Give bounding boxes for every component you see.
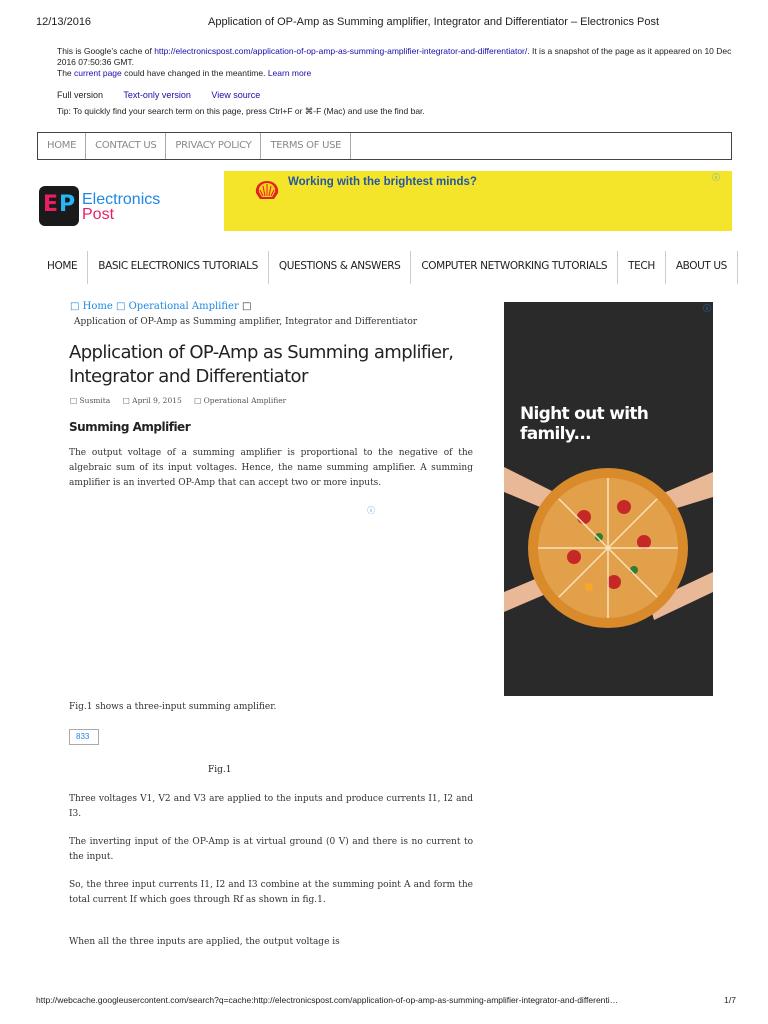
adchoices-icon[interactable]: ⓘ	[712, 173, 720, 182]
pizza-illustration-icon	[504, 302, 713, 696]
sidebar-ad-text: Night out with family...	[520, 404, 649, 444]
post-author[interactable]: □ Susmita	[70, 396, 111, 405]
footer-url: http://webcache.googleusercontent.com/search?q=cache:http://electronicspost.com/application-of-op-amp-as-summing-amplifier-integrator-and-differenti…	[36, 995, 619, 1005]
nav-about[interactable]: ABOUT US	[666, 251, 738, 284]
breadcrumb-current: Application of OP-Amp as Summing amplifier, Integrator and Differentiator	[74, 317, 418, 327]
print-footer	[36, 995, 736, 1005]
topnav-home[interactable]: HOME	[38, 133, 86, 159]
nav-questions[interactable]: QUESTIONS & ANSWERS	[269, 251, 412, 284]
figure-image: 833	[69, 729, 99, 745]
view-source-link[interactable]: View source	[211, 90, 261, 100]
current-page-link[interactable]: current page	[74, 68, 122, 78]
top-nav	[37, 132, 732, 160]
nav-tech[interactable]: TECH	[618, 251, 666, 284]
topnav-contact[interactable]: CONTACT US	[86, 133, 166, 159]
logo-line1: Electronics	[82, 191, 161, 208]
breadcrumb-category[interactable]: □ Operational Amplifier	[115, 301, 239, 312]
cache-text-2: The	[57, 68, 72, 78]
breadcrumb-sep: □	[241, 301, 252, 312]
page-title: Application of OP-Amp as Summing amplifier, Integrator and Differentiator	[69, 342, 454, 387]
cache-notice	[57, 46, 737, 79]
logo-letter-p: P	[59, 192, 76, 217]
print-header	[0, 16, 768, 30]
banner-ad-text: Working with the brightest minds?	[288, 176, 477, 188]
inline-ad-choices-icon[interactable]: ⓘ	[367, 506, 375, 515]
site-logo-text[interactable]	[82, 192, 160, 222]
breadcrumb	[70, 301, 251, 312]
tip-text: Tip: To quickly find your search term on this page, press Ctrl+F or ⌘-F (Mac) and use the find bar.	[57, 106, 425, 116]
topnav-privacy[interactable]: PRIVACY POLICY	[166, 133, 261, 159]
sidebar-adchoices-icon[interactable]: ⓘ	[703, 304, 711, 313]
logo-line2: Post	[82, 206, 115, 223]
nav-basic-electronics[interactable]: BASIC ELECTRONICS TUTORIALS	[88, 251, 269, 284]
banner-ad[interactable]	[224, 171, 732, 231]
cache-text-3: could have changed in the meantime.	[124, 68, 266, 78]
nav-networking[interactable]: COMPUTER NETWORKING TUTORIALS	[411, 251, 618, 284]
site-logo-mark[interactable]	[39, 186, 79, 226]
cache-text: This is Google’s cache of	[57, 46, 152, 56]
print-date: 12/13/2016	[36, 16, 92, 28]
paragraph-voltages: Three voltages V1, V2 and V3 are applied to the inputs and produce currents I1, I2 and I3.	[69, 794, 473, 819]
logo-letter-e: E	[43, 192, 59, 217]
paragraph-virtual-ground: The inverting input of the OP-Amp is at virtual ground (0 V) and there is no current to the input.	[69, 837, 473, 862]
paragraph-fig-intro: Fig.1 shows a three-input summing amplifier.	[69, 702, 277, 712]
cache-url-link[interactable]: http://electronicspost.com/application-of-op-amp-as-summing-amplifier-integrator-and-differentiator/	[154, 46, 528, 56]
section-heading: Summing Amplifier	[69, 420, 191, 434]
post-meta	[70, 396, 296, 405]
learn-more-link[interactable]: Learn more	[267, 68, 312, 78]
paragraph-summing-point: So, the three input currents I1, I2 and I3 combine at the summing point A and form the total current If which goes through Rf as shown in fig.1.	[69, 880, 473, 905]
version-links	[57, 90, 278, 100]
topnav-terms[interactable]: TERMS OF USE	[261, 133, 351, 159]
print-title: Application of OP-Amp as Summing amplifier, Integrator and Differentiator – Electronics Post	[208, 16, 660, 28]
post-category[interactable]: □ Operational Amplifier	[194, 396, 287, 405]
nav-home[interactable]: HOME	[37, 251, 88, 284]
sidebar-ad[interactable]	[504, 302, 713, 696]
paragraph-intro: The output voltage of a summing amplifier is proportional to the negative of the algebraic sum of its input voltages. Hence, the name summing amplifier. A summing amplifier is an inverted OP-Amp that can accept two or more inputs.	[69, 448, 473, 488]
post-date[interactable]: □ April 9, 2015	[122, 396, 182, 405]
full-version-label: Full version	[57, 90, 104, 100]
main-nav	[37, 251, 732, 284]
cache-text-post: . It is a snapshot of the page as it appeared on 10 Dec 2016 07:50:36 GMT.	[57, 46, 732, 67]
breadcrumb-home[interactable]: □ Home	[70, 301, 113, 312]
paragraph-output: When all the three inputs are applied, the output voltage is	[69, 937, 340, 947]
footer-page: 1/7	[724, 995, 736, 1005]
shell-logo-icon	[254, 180, 280, 202]
figure-caption: Fig.1	[208, 765, 232, 775]
text-only-link[interactable]: Text-only version	[123, 90, 191, 100]
